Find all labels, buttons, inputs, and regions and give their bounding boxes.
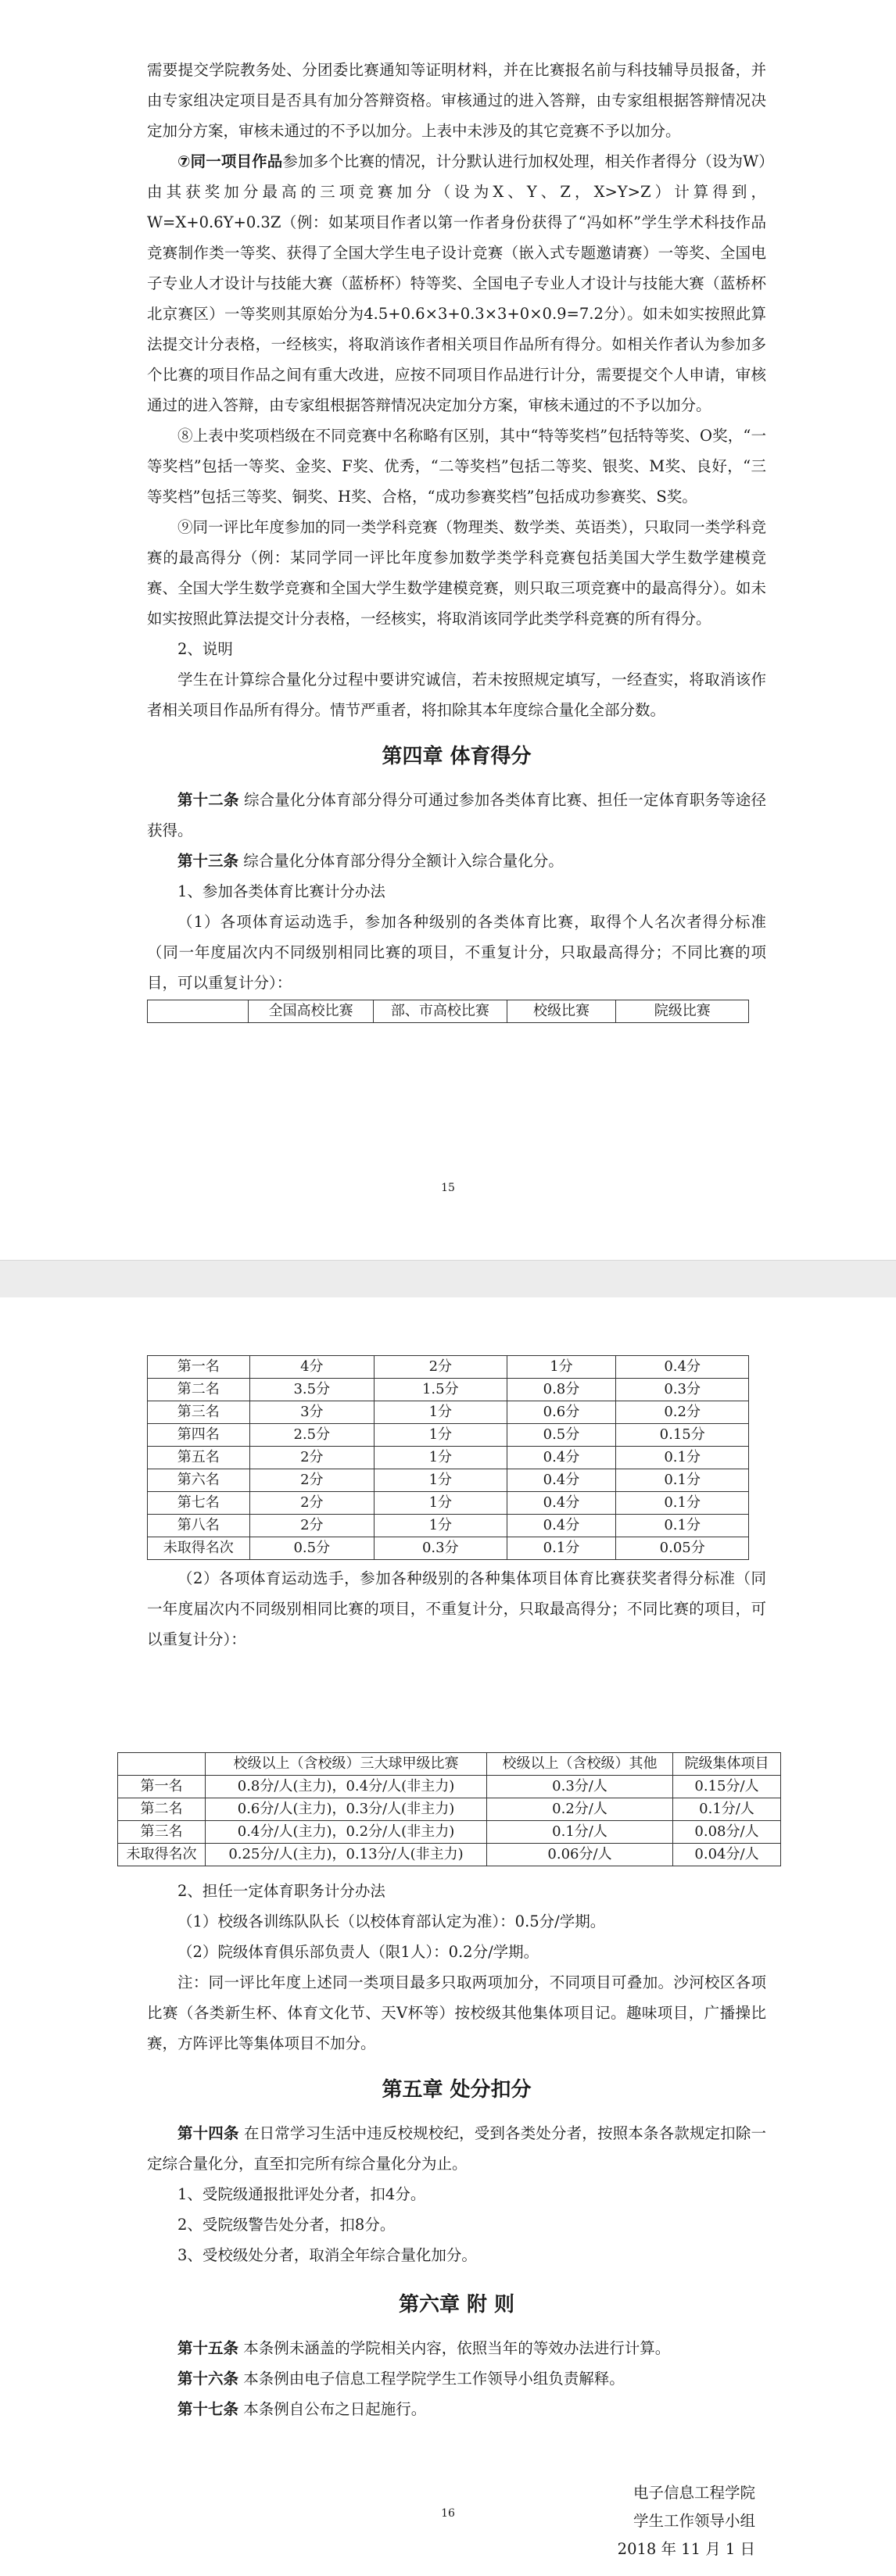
table-cell: 校级以上（含校级）其他 [487,1753,673,1776]
table-cell: 1分 [375,1515,507,1537]
table-cell: 第七名 [148,1492,250,1515]
table-row [148,1492,749,1515]
table-cell: 0.05分 [616,1537,749,1560]
penalty-1: 1、受院级通报批评处分者，扣4分。 [177,2185,426,2203]
table-cell: 0.1分/人 [673,1798,781,1821]
table-cell: 1分 [375,1424,507,1447]
article-15-label: 第十五条 [177,2339,239,2357]
page-number: 15 [441,1182,455,1194]
chapter-4-title: 第四章 体育得分 [382,745,532,768]
article-17 [147,2394,766,2424]
article-16-label: 第十六条 [177,2370,239,2388]
table-cell: 1分 [375,1401,507,1424]
table-cell: 0.3分 [616,1379,749,1401]
table-cell: 0.4分 [507,1469,616,1492]
team-table-wrap [117,1752,780,1866]
page-15-content [147,55,766,1023]
table-row [148,1469,749,1492]
table-cell: 0.4分/人(主力)，0.2分/人(非主力) [206,1821,487,1844]
table-cell: 0.6分 [507,1401,616,1424]
table-cell: 0.06分/人 [487,1844,673,1866]
table-cell: 0.8分/人(主力)，0.4分/人(非主力) [206,1776,487,1798]
sub-1-2: （2）各项体育运动选手，参加各种级别的各种集体项目体育比赛获奖者得分标准（同一年度届次内不同级别相同比赛的项目，不重复计分，只取最高得分；不同比赛的项目，可以重复计分）： [147,1569,766,1648]
table-cell: 部、市高校比赛 [374,1000,507,1023]
table-cell: 0.4分 [507,1492,616,1515]
table-cell: 0.4分 [507,1447,616,1469]
table-cell: 2分 [249,1447,375,1469]
table-cell: 0.1分 [507,1537,616,1560]
table-cell: 0.5分 [249,1537,375,1560]
table-cell: 0.3分/人 [487,1776,673,1798]
table-cell: 2分 [375,1356,507,1379]
table-row [118,1844,781,1866]
table-cell: 第三名 [148,1401,250,1424]
item-8: ⑧上表中奖项档级在不同竞赛中名称略有区别，其中“特等奖档”包括特等奖、O奖，“一等奖档”包括一等奖、金奖、F奖、优秀，“二等奖档”包括二等奖、银奖、M奖、良好，“三等奖档”包括三等奖、铜奖、H奖、合格，“成功参赛奖档”包括成功参赛奖、S奖。 [147,427,766,506]
item-7 [147,146,766,420]
table-cell: 2分 [249,1515,375,1537]
table-cell: 第四名 [148,1424,250,1447]
signature-org: 电子信息工程学院 [633,2484,755,2502]
table-cell: 0.1分 [616,1469,749,1492]
table-cell: 0.3分 [375,1537,507,1560]
sub-2-1: （1）校级各训练队队长（以校体育部认定为准）：0.5分/学期。 [177,1912,606,1930]
table-cell: 院级集体项目 [673,1753,781,1776]
page-16-content-lower [147,1876,766,2563]
table-cell [148,1000,249,1023]
signature-date: 2018 年 11 月 1 日 [617,2540,755,2558]
table-cell: 3分 [249,1401,375,1424]
table-cell: 第二名 [118,1798,206,1821]
article-14-text: 在日常学习生活中违反校规校纪，受到各类处分者，按照本条各款规定扣除一定综合量化分，直至扣完所有综合量化分为止。 [147,2124,766,2173]
table-cell: 0.1分 [616,1447,749,1469]
table-row [148,1356,749,1379]
sub-1-1: （1）各项体育运动选手，参加各种级别的各类体育比赛，取得个人名次者得分标准（同一年度届次内不同级别相同比赛的项目，不重复计分，只取最高得分；不同比赛的项目，可以重复计分）： [147,913,766,992]
table-cell: 第一名 [118,1776,206,1798]
table-row [148,1424,749,1447]
para-intro: 需要提交学院教务处、分团委比赛通知等证明材料，并在比赛报名前与科技辅导员报备，并由专家组决定项目是否具有加分答辩资格。审核通过的进入答辩，由专家组根据答辩情况决定加分方案，审核未通过的不予以加分。上表中未涉及的其它竞赛不予以加分。 [147,61,766,140]
article-15 [147,2333,766,2363]
table-cell: 第一名 [148,1356,250,1379]
table-row [148,1401,749,1424]
table-cell: 第五名 [148,1447,250,1469]
table-cell: 校级比赛 [507,1000,616,1023]
article-12 [147,785,766,846]
table-cell: 0.04分/人 [673,1844,781,1866]
document-page-16 [0,1297,896,2576]
table-cell: 2分 [249,1492,375,1515]
table-cell: 0.25分/人(主力)，0.13分/人(非主力) [206,1844,487,1866]
table-row [148,1537,749,1560]
article-17-text: 本条例自公布之日起施行。 [243,2400,427,2418]
table-cell: 1分 [375,1492,507,1515]
table-cell: 未取得名次 [148,1537,250,1560]
table-cell: 未取得名次 [118,1844,206,1866]
table-row [148,1447,749,1469]
table-cell: 0.1分 [616,1492,749,1515]
table-cell: 0.4分 [507,1515,616,1537]
penalty-3: 3、受校级处分者，取消全年综合量化加分。 [177,2246,477,2264]
note: 注：同一评比年度上述同一类项目最多只取两项加分，不同项目可叠加。沙河校区各项比赛（各类新生杯、体育文化节、天V杯等）按校级其他集体项目记。趣味项目，广播操比赛，方阵评比等集体项目不加分。 [147,1973,766,2052]
sub-1-title: 1、参加各类体育比赛计分办法 [177,882,385,900]
table-cell: 第三名 [118,1821,206,1844]
article-13-label: 第十三条 [177,852,239,870]
team-score-table [117,1752,781,1866]
table-cell: 2.5分 [249,1424,375,1447]
article-12-text: 综合量化分体育部分得分可通过参加各类体育比赛、担任一定体育职务等途径获得。 [147,791,766,839]
table-cell: 院级比赛 [616,1000,749,1023]
item-9: ⑨同一评比年度参加的同一类学科竞赛（物理类、数学类、英语类），只取同一类学科竞赛的最高得分（例：某同学同一评比年度参加数学类学科竞赛包括美国大学生数学建模竞赛、全国大学生数学竞赛和全国大学生数学建模竞赛，则只取三项竞赛中的最高得分）。如未如实按照此算法提交计分表格，一经核实，将取消该同学此类学科竞赛的所有得分。 [147,518,766,628]
page-gap [0,1260,896,1299]
table-cell: 2分 [249,1469,375,1492]
table-cell: 0.4分 [616,1356,749,1379]
article-16 [147,2363,766,2394]
table-cell: 1分 [375,1447,507,1469]
article-13 [147,846,766,876]
table-cell: 第八名 [148,1515,250,1537]
table-cell: 0.2分/人 [487,1798,673,1821]
individual-score-table [147,1355,749,1560]
table-row [118,1776,781,1798]
table-cell [118,1753,206,1776]
note-2-text: 学生在计算综合量化分过程中要讲究诚信，若未按照规定填写，一经查实，将取消该作者相关项目作品所有得分。情节严重者，将扣除其本年度综合量化全部分数。 [147,671,766,719]
table-cell: 0.2分 [616,1401,749,1424]
table-cell: 1分 [375,1469,507,1492]
table-row [118,1798,781,1821]
chapter-6-title: 第六章 附 则 [398,2293,515,2317]
table-cell: 0.1分 [616,1515,749,1537]
signature-group: 学生工作领导小组 [633,2512,755,2530]
table-cell: 0.8分 [507,1379,616,1401]
table-cell: 0.6分/人(主力)，0.3分/人(非主力) [206,1798,487,1821]
table-cell: 第二名 [148,1379,250,1401]
signature-block [147,2479,766,2563]
table-cell: 校级以上（含校级）三大球甲级比赛 [206,1753,487,1776]
table-row [148,1000,749,1023]
table-cell: 0.15分/人 [673,1776,781,1798]
individual-score-table-header [147,1000,749,1023]
table-cell: 1.5分 [375,1379,507,1401]
table-cell: 0.5分 [507,1424,616,1447]
table-cell: 1分 [507,1356,616,1379]
sub-2-2: （2）院级体育俱乐部负责人（限1人）：0.2分/学期。 [177,1943,539,1961]
page-16-content [147,1355,766,1655]
table-cell: 0.08分/人 [673,1821,781,1844]
article-14-label: 第十四条 [177,2124,239,2142]
sub-2-title: 2、担任一定体育职务计分办法 [177,1882,385,1900]
article-12-label: 第十二条 [177,791,239,809]
note-2-title: 2、说明 [177,640,233,658]
table-row [118,1821,781,1844]
table-row [148,1379,749,1401]
article-15-text: 本条例未涵盖的学院相关内容，依照当年的等效办法进行计算。 [243,2339,671,2357]
table-cell: 全国高校比赛 [249,1000,374,1023]
page-number: 16 [441,2507,455,2520]
table-cell: 0.1分/人 [487,1821,673,1844]
table-cell: 0.15分 [616,1424,749,1447]
table-row [118,1753,781,1776]
table-cell: 第六名 [148,1469,250,1492]
article-13-text: 综合量化分体育部分得分全额计入综合量化分。 [243,852,564,870]
article-17-label: 第十七条 [177,2400,239,2418]
chapter-5-title: 第五章 处分扣分 [382,2078,532,2102]
article-14 [147,2118,766,2179]
table-cell: 4分 [249,1356,375,1379]
item-7-title: ⑦同一项目作品 [177,152,283,170]
article-16-text: 本条例由电子信息工程学院学生工作领导小组负责解释。 [243,2370,625,2388]
table-cell: 3.5分 [249,1379,375,1401]
document-page-15 [0,0,896,1260]
item-7-text: 参加多个比赛的情况，计分默认进行加权处理，相关作者得分（设为W）由其获奖加分最高的三项竞赛加分（设为X、Y、Z，X>Y>Z）计算得到，W=X+0.6Y+0.3Z（例：如某项目作者以第一作者身份获得了“冯如杯”学生学术科技作品竞赛制作类一等奖、获得了全国大学生电子设计竞赛（嵌入式专题邀请赛）一等奖、全国电子专业人才设计与技能大赛（蓝桥杯）特等奖、全国电子专业人才设计与技能大赛（蓝桥杯北京赛区）一等奖则其原始分为4.5+0.6×3+0.3×3+0×0.9=7.2分）。如未如实按照此算法提交计分表格，一经核实，将取消该作者相关项目作品所有得分。如相关作者认为参加多个比赛的项目作品之间有重大改进，应按不同项目作品进行计分，需要提交个人申请，审核通过的进入答辩，由专家组根据答辩情况决定加分方案，审核未通过的不予以加分。 [147,152,766,414]
table-row [148,1515,749,1537]
penalty-2: 2、受院级警告处分者，扣8分。 [177,2216,396,2234]
